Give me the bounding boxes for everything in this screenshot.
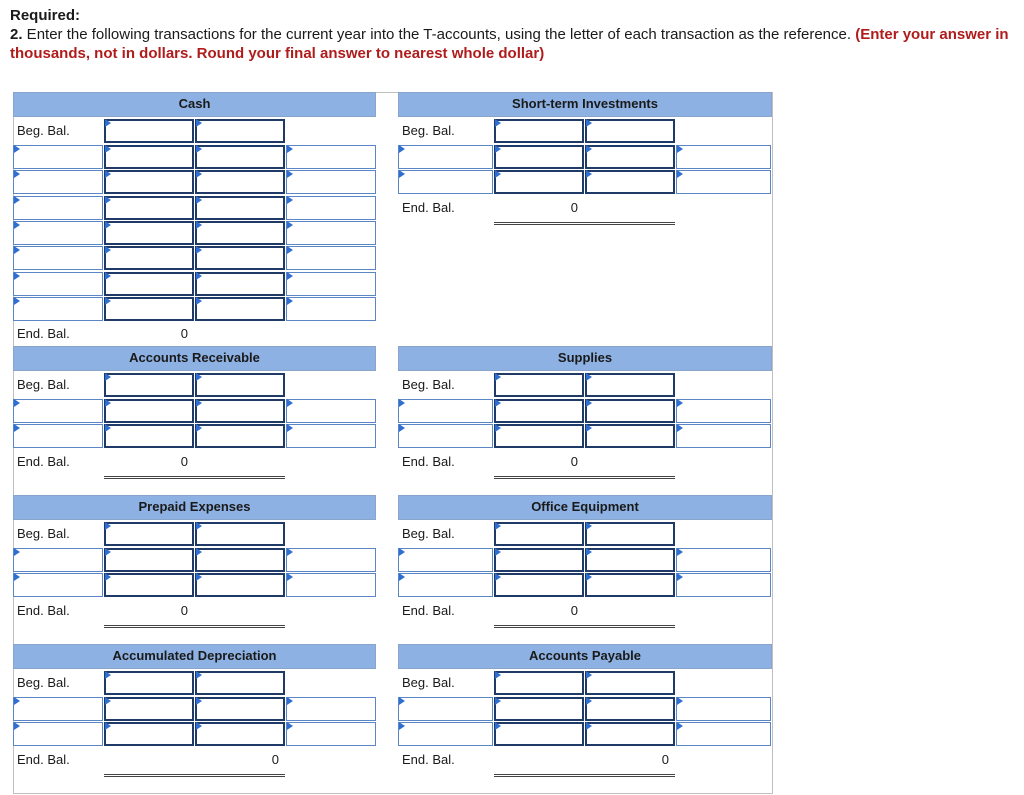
instruction-note: (Enter your answer in thousands, not in dollars. Round your final answer to nearest whole dollar) bbox=[10, 26, 1009, 62]
cell-marker bbox=[399, 548, 405, 556]
beg-bal-input-prepaid_expenses-debit[interactable] bbox=[104, 522, 194, 546]
entry-ref-debit-short_term_investments[interactable] bbox=[398, 145, 493, 169]
entry-ref-credit-supplies[interactable] bbox=[676, 424, 771, 448]
end-bal-value-accounts_receivable: 0 bbox=[180, 453, 188, 469]
entry-ref-debit-cash[interactable] bbox=[13, 272, 103, 296]
account-header-accounts_receivable: Accounts Receivable bbox=[13, 346, 376, 371]
end-bal-label-supplies: End. Bal. bbox=[402, 453, 455, 469]
cell-marker bbox=[14, 196, 20, 204]
entry-ref-debit-prepaid_expenses[interactable] bbox=[13, 548, 103, 572]
cell-marker bbox=[586, 170, 592, 178]
beg-bal-input-cash-debit[interactable] bbox=[104, 119, 194, 143]
end-bal-label-office_equipment: End. Bal. bbox=[402, 602, 455, 618]
cell-marker bbox=[105, 671, 111, 679]
entry-amount-credit-accounts_payable[interactable] bbox=[585, 722, 675, 746]
cell-marker bbox=[495, 145, 501, 153]
beg-bal-label-accounts_receivable: Beg. Bal. bbox=[17, 377, 70, 392]
entry-ref-credit-prepaid_expenses[interactable] bbox=[286, 548, 376, 572]
cell-marker bbox=[586, 722, 592, 730]
entry-amount-credit-prepaid_expenses[interactable] bbox=[195, 573, 285, 597]
end-bal-label-prepaid_expenses: End. Bal. bbox=[17, 602, 70, 618]
cell-marker bbox=[495, 373, 501, 381]
entry-amount-debit-cash[interactable] bbox=[104, 297, 194, 321]
entry-ref-debit-accounts_receivable[interactable] bbox=[13, 399, 103, 423]
entry-amount-debit-office_equipment[interactable] bbox=[494, 573, 584, 597]
cell-marker bbox=[196, 722, 202, 730]
entry-ref-credit-cash[interactable] bbox=[286, 297, 376, 321]
entry-amount-credit-office_equipment[interactable] bbox=[585, 548, 675, 572]
entry-ref-credit-short_term_investments[interactable] bbox=[676, 145, 771, 169]
entry-ref-debit-office_equipment[interactable] bbox=[398, 548, 493, 572]
end-bal-label-accumulated_depreciation: End. Bal. bbox=[17, 751, 70, 767]
entry-amount-debit-accounts_receivable[interactable] bbox=[104, 399, 194, 423]
end-bal-value-prepaid_expenses: 0 bbox=[180, 602, 188, 618]
cell-marker bbox=[586, 399, 592, 407]
cell-marker bbox=[14, 170, 20, 178]
double-underline bbox=[494, 625, 675, 628]
instruction-body: Enter the following transactions for the current year into the T-accounts, using the letter of each transaction as the reference. bbox=[22, 26, 852, 43]
cell-marker bbox=[105, 196, 111, 204]
beg-bal-input-supplies-credit[interactable] bbox=[585, 373, 675, 397]
cell-marker bbox=[287, 548, 293, 556]
cell-marker bbox=[677, 573, 683, 581]
beg-bal-input-accounts_receivable-credit[interactable] bbox=[195, 373, 285, 397]
entry-ref-debit-office_equipment[interactable] bbox=[398, 573, 493, 597]
beg-bal-label-short_term_investments: Beg. Bal. bbox=[402, 123, 455, 138]
entry-amount-debit-cash[interactable] bbox=[104, 170, 194, 194]
entry-amount-debit-accumulated_depreciation[interactable] bbox=[104, 697, 194, 721]
end-bal-label-cash: End. Bal. bbox=[17, 326, 70, 342]
cell-marker bbox=[495, 424, 501, 432]
entry-ref-debit-supplies[interactable] bbox=[398, 424, 493, 448]
cell-marker bbox=[105, 697, 111, 705]
entry-ref-credit-short_term_investments[interactable] bbox=[676, 170, 771, 194]
instruction-text bbox=[10, 25, 1020, 63]
cell-marker bbox=[287, 170, 293, 178]
cell-marker bbox=[399, 722, 405, 730]
entry-amount-debit-cash[interactable] bbox=[104, 272, 194, 296]
cell-marker bbox=[495, 722, 501, 730]
entry-ref-debit-cash[interactable] bbox=[13, 196, 103, 220]
beg-bal-label-supplies: Beg. Bal. bbox=[402, 377, 455, 392]
cell-marker bbox=[14, 221, 20, 229]
cell-marker bbox=[495, 548, 501, 556]
cell-marker bbox=[196, 145, 202, 153]
account-header-office_equipment: Office Equipment bbox=[398, 495, 772, 520]
beg-bal-label-accumulated_depreciation: Beg. Bal. bbox=[17, 675, 70, 690]
cell-marker bbox=[196, 522, 202, 530]
beg-bal-input-prepaid_expenses-credit[interactable] bbox=[195, 522, 285, 546]
cell-marker bbox=[196, 119, 202, 127]
beg-bal-input-accumulated_depreciation-credit[interactable] bbox=[195, 671, 285, 695]
cell-marker bbox=[14, 697, 20, 705]
cell-marker bbox=[677, 145, 683, 153]
cell-marker bbox=[399, 424, 405, 432]
account-header-short_term_investments: Short-term Investments bbox=[398, 92, 772, 117]
beg-bal-input-accumulated_depreciation-debit[interactable] bbox=[104, 671, 194, 695]
entry-amount-credit-cash[interactable] bbox=[195, 246, 285, 270]
cell-marker bbox=[287, 399, 293, 407]
cell-marker bbox=[586, 573, 592, 581]
cell-marker bbox=[105, 221, 111, 229]
cell-marker bbox=[105, 399, 111, 407]
entry-ref-credit-cash[interactable] bbox=[286, 221, 376, 245]
cell-marker bbox=[399, 145, 405, 153]
cell-marker bbox=[677, 722, 683, 730]
end-bal-value-accounts_payable: 0 bbox=[661, 751, 669, 767]
end-bal-value-short_term_investments: 0 bbox=[570, 199, 578, 215]
cell-marker bbox=[586, 548, 592, 556]
entry-ref-debit-accounts_payable[interactable] bbox=[398, 722, 493, 746]
cell-marker bbox=[677, 697, 683, 705]
entry-amount-credit-short_term_investments[interactable] bbox=[585, 170, 675, 194]
cell-marker bbox=[196, 424, 202, 432]
cell-marker bbox=[287, 221, 293, 229]
cell-marker bbox=[14, 297, 20, 305]
entry-ref-credit-cash[interactable] bbox=[286, 246, 376, 270]
cell-marker bbox=[495, 671, 501, 679]
cell-marker bbox=[105, 297, 111, 305]
entry-ref-credit-accumulated_depreciation[interactable] bbox=[286, 697, 376, 721]
entry-amount-debit-cash[interactable] bbox=[104, 145, 194, 169]
cell-marker bbox=[677, 399, 683, 407]
cell-marker bbox=[287, 573, 293, 581]
entry-amount-debit-prepaid_expenses[interactable] bbox=[104, 548, 194, 572]
cell-marker bbox=[586, 671, 592, 679]
entry-amount-credit-accounts_receivable[interactable] bbox=[195, 399, 285, 423]
cell-marker bbox=[196, 297, 202, 305]
cell-marker bbox=[287, 697, 293, 705]
entry-amount-credit-cash[interactable] bbox=[195, 196, 285, 220]
cell-marker bbox=[495, 119, 501, 127]
cell-marker bbox=[586, 145, 592, 153]
end-bal-label-accounts_payable: End. Bal. bbox=[402, 751, 455, 767]
cell-marker bbox=[196, 196, 202, 204]
beg-bal-input-office_equipment-credit[interactable] bbox=[585, 522, 675, 546]
entry-ref-debit-cash[interactable] bbox=[13, 221, 103, 245]
entry-amount-credit-accounts_receivable[interactable] bbox=[195, 424, 285, 448]
beg-bal-input-short_term_investments-credit[interactable] bbox=[585, 119, 675, 143]
entry-amount-credit-accumulated_depreciation[interactable] bbox=[195, 722, 285, 746]
cell-marker bbox=[196, 697, 202, 705]
cell-marker bbox=[586, 119, 592, 127]
entry-amount-debit-supplies[interactable] bbox=[494, 424, 584, 448]
cell-marker bbox=[677, 424, 683, 432]
entry-ref-credit-cash[interactable] bbox=[286, 272, 376, 296]
cell-marker bbox=[196, 221, 202, 229]
cell-marker bbox=[105, 573, 111, 581]
cell-marker bbox=[677, 170, 683, 178]
entry-amount-credit-accumulated_depreciation[interactable] bbox=[195, 697, 285, 721]
cell-marker bbox=[14, 145, 20, 153]
cell-marker bbox=[105, 548, 111, 556]
entry-amount-debit-cash[interactable] bbox=[104, 246, 194, 270]
cell-marker bbox=[14, 722, 20, 730]
cell-marker bbox=[586, 697, 592, 705]
cell-marker bbox=[14, 246, 20, 254]
cell-marker bbox=[196, 671, 202, 679]
cell-marker bbox=[586, 522, 592, 530]
cell-marker bbox=[105, 373, 111, 381]
entry-amount-credit-cash[interactable] bbox=[195, 221, 285, 245]
entry-amount-debit-short_term_investments[interactable] bbox=[494, 170, 584, 194]
cell-marker bbox=[495, 522, 501, 530]
beg-bal-label-cash: Beg. Bal. bbox=[17, 123, 70, 138]
cell-marker bbox=[196, 272, 202, 280]
instruction-number: 2. bbox=[10, 26, 23, 43]
cell-marker bbox=[287, 196, 293, 204]
cell-marker bbox=[287, 272, 293, 280]
entry-ref-debit-short_term_investments[interactable] bbox=[398, 170, 493, 194]
entry-amount-credit-supplies[interactable] bbox=[585, 399, 675, 423]
entry-ref-credit-accounts_payable[interactable] bbox=[676, 697, 771, 721]
entry-amount-credit-prepaid_expenses[interactable] bbox=[195, 548, 285, 572]
entry-ref-credit-accounts_receivable[interactable] bbox=[286, 424, 376, 448]
entry-ref-credit-supplies[interactable] bbox=[676, 399, 771, 423]
cell-marker bbox=[196, 548, 202, 556]
entry-amount-credit-office_equipment[interactable] bbox=[585, 573, 675, 597]
cell-marker bbox=[14, 272, 20, 280]
beg-bal-label-prepaid_expenses: Beg. Bal. bbox=[17, 526, 70, 541]
cell-marker bbox=[586, 424, 592, 432]
double-underline bbox=[104, 476, 285, 479]
beg-bal-input-accounts_payable-credit[interactable] bbox=[585, 671, 675, 695]
beg-bal-label-office_equipment: Beg. Bal. bbox=[402, 526, 455, 541]
entry-ref-credit-cash[interactable] bbox=[286, 196, 376, 220]
double-underline bbox=[494, 774, 675, 777]
beg-bal-input-office_equipment-debit[interactable] bbox=[494, 522, 584, 546]
cell-marker bbox=[287, 297, 293, 305]
entry-ref-credit-cash[interactable] bbox=[286, 145, 376, 169]
double-underline bbox=[494, 476, 675, 479]
entry-ref-debit-accounts_receivable[interactable] bbox=[13, 424, 103, 448]
end-bal-value-accumulated_depreciation: 0 bbox=[271, 751, 279, 767]
instructions bbox=[10, 6, 1020, 63]
cell-marker bbox=[196, 170, 202, 178]
beg-bal-input-accounts_receivable-debit[interactable] bbox=[104, 373, 194, 397]
end-bal-label-short_term_investments: End. Bal. bbox=[402, 199, 455, 215]
beg-bal-input-supplies-debit[interactable] bbox=[494, 373, 584, 397]
double-underline bbox=[494, 222, 675, 225]
beg-bal-input-cash-credit[interactable] bbox=[195, 119, 285, 143]
cell-marker bbox=[287, 145, 293, 153]
entry-ref-debit-cash[interactable] bbox=[13, 170, 103, 194]
double-underline bbox=[104, 774, 285, 777]
end-bal-value-supplies: 0 bbox=[570, 453, 578, 469]
cell-marker bbox=[287, 424, 293, 432]
cell-marker bbox=[14, 424, 20, 432]
cell-marker bbox=[495, 697, 501, 705]
entry-ref-credit-accounts_receivable[interactable] bbox=[286, 399, 376, 423]
entry-amount-credit-accounts_payable[interactable] bbox=[585, 697, 675, 721]
entry-ref-credit-cash[interactable] bbox=[286, 170, 376, 194]
beg-bal-input-short_term_investments-debit[interactable] bbox=[494, 119, 584, 143]
cell-marker bbox=[105, 424, 111, 432]
entry-amount-debit-accumulated_depreciation[interactable] bbox=[104, 722, 194, 746]
cell-marker bbox=[586, 373, 592, 381]
cell-marker bbox=[495, 170, 501, 178]
cell-marker bbox=[495, 573, 501, 581]
account-header-supplies: Supplies bbox=[398, 346, 772, 371]
cell-marker bbox=[105, 722, 111, 730]
entry-amount-debit-short_term_investments[interactable] bbox=[494, 145, 584, 169]
beg-bal-input-accounts_payable-debit[interactable] bbox=[494, 671, 584, 695]
account-header-accounts_payable: Accounts Payable bbox=[398, 644, 772, 669]
entry-amount-debit-cash[interactable] bbox=[104, 221, 194, 245]
entry-amount-credit-cash[interactable] bbox=[195, 297, 285, 321]
end-bal-value-cash: 0 bbox=[180, 326, 188, 342]
entry-ref-credit-accumulated_depreciation[interactable] bbox=[286, 722, 376, 746]
entry-amount-credit-supplies[interactable] bbox=[585, 424, 675, 448]
cell-marker bbox=[14, 573, 20, 581]
entry-amount-credit-cash[interactable] bbox=[195, 145, 285, 169]
cell-marker bbox=[677, 548, 683, 556]
entry-amount-credit-short_term_investments[interactable] bbox=[585, 145, 675, 169]
cell-marker bbox=[287, 722, 293, 730]
entry-amount-debit-office_equipment[interactable] bbox=[494, 548, 584, 572]
cell-marker bbox=[287, 246, 293, 254]
cell-marker bbox=[196, 246, 202, 254]
end-bal-value-office_equipment: 0 bbox=[570, 602, 578, 618]
entry-ref-debit-cash[interactable] bbox=[13, 246, 103, 270]
beg-bal-label-accounts_payable: Beg. Bal. bbox=[402, 675, 455, 690]
entry-ref-credit-office_equipment[interactable] bbox=[676, 548, 771, 572]
cell-marker bbox=[495, 399, 501, 407]
entry-amount-debit-supplies[interactable] bbox=[494, 399, 584, 423]
cell-marker bbox=[196, 373, 202, 381]
entry-ref-debit-accumulated_depreciation[interactable] bbox=[13, 722, 103, 746]
entry-ref-debit-accounts_payable[interactable] bbox=[398, 697, 493, 721]
end-bal-label-accounts_receivable: End. Bal. bbox=[17, 453, 70, 469]
account-header-prepaid_expenses: Prepaid Expenses bbox=[13, 495, 376, 520]
cell-marker bbox=[105, 522, 111, 530]
cell-marker bbox=[105, 246, 111, 254]
entry-amount-credit-cash[interactable] bbox=[195, 170, 285, 194]
cell-marker bbox=[14, 399, 20, 407]
cell-marker bbox=[399, 697, 405, 705]
cell-marker bbox=[196, 399, 202, 407]
cell-marker bbox=[399, 170, 405, 178]
cell-marker bbox=[196, 573, 202, 581]
entry-ref-credit-office_equipment[interactable] bbox=[676, 573, 771, 597]
double-underline bbox=[104, 625, 285, 628]
entry-amount-credit-cash[interactable] bbox=[195, 272, 285, 296]
cell-marker bbox=[105, 119, 111, 127]
entry-ref-debit-cash[interactable] bbox=[13, 145, 103, 169]
entry-amount-debit-cash[interactable] bbox=[104, 196, 194, 220]
entry-ref-credit-prepaid_expenses[interactable] bbox=[286, 573, 376, 597]
cell-marker bbox=[105, 272, 111, 280]
cell-marker bbox=[105, 145, 111, 153]
entry-ref-debit-prepaid_expenses[interactable] bbox=[13, 573, 103, 597]
cell-marker bbox=[399, 573, 405, 581]
entry-ref-debit-supplies[interactable] bbox=[398, 399, 493, 423]
entry-amount-debit-prepaid_expenses[interactable] bbox=[104, 573, 194, 597]
entry-ref-debit-accumulated_depreciation[interactable] bbox=[13, 697, 103, 721]
entry-amount-debit-accounts_receivable[interactable] bbox=[104, 424, 194, 448]
cell-marker bbox=[14, 548, 20, 556]
entry-amount-debit-accounts_payable[interactable] bbox=[494, 697, 584, 721]
required-heading: Required: bbox=[10, 7, 81, 24]
entry-amount-debit-accounts_payable[interactable] bbox=[494, 722, 584, 746]
account-header-accumulated_depreciation: Accumulated Depreciation bbox=[13, 644, 376, 669]
cell-marker bbox=[105, 170, 111, 178]
entry-ref-debit-cash[interactable] bbox=[13, 297, 103, 321]
account-header-cash: Cash bbox=[13, 92, 376, 117]
cell-marker bbox=[399, 399, 405, 407]
entry-ref-credit-accounts_payable[interactable] bbox=[676, 722, 771, 746]
